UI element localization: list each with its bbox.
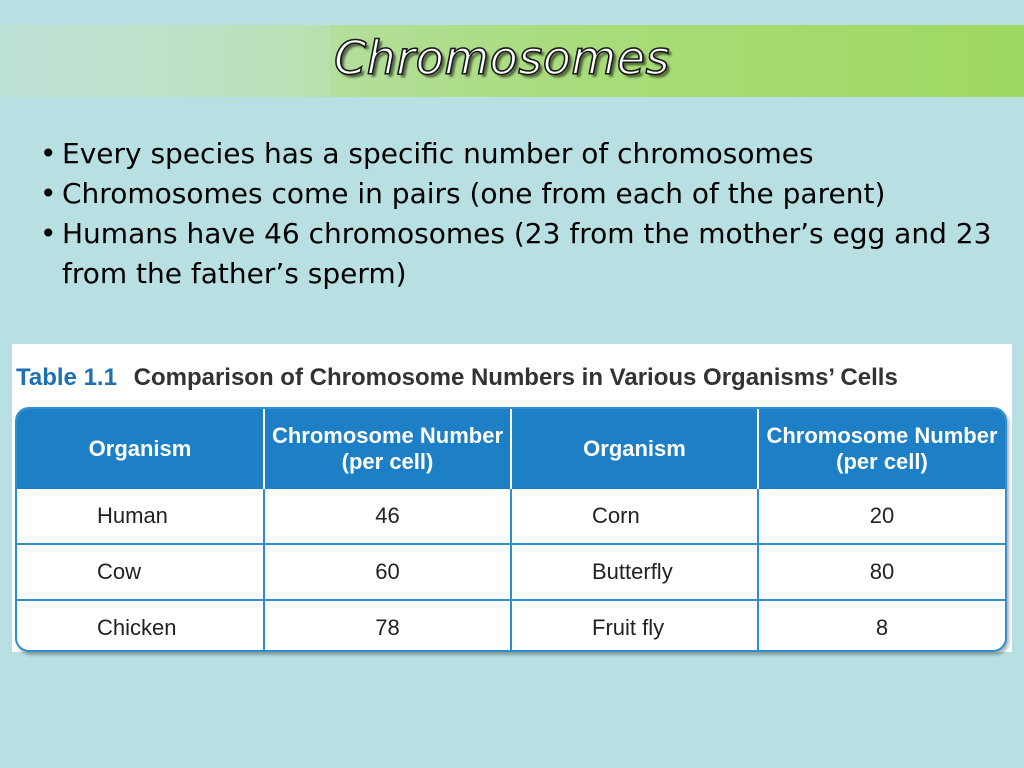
table-row: [17, 544, 1005, 600]
bullet-list: [40, 134, 1000, 294]
table-panel: [12, 344, 1012, 652]
table-row: [17, 600, 1005, 652]
organism-cell: Corn: [511, 489, 758, 544]
chromosome-table-frame: [15, 407, 1007, 652]
table-header-row: [17, 409, 1005, 489]
chromosome-count-cell: 8: [875, 615, 889, 640]
organism-cell: Chicken: [17, 600, 264, 652]
table-caption: [16, 364, 898, 392]
table-number: Table 1.1: [16, 364, 117, 391]
header-chromosome-number: Chromosome Number (per cell): [264, 409, 511, 489]
organism-cell: Butterfly: [511, 544, 758, 600]
chromosome-count-cell: 20: [758, 489, 1005, 544]
bullet-dot: •: [40, 217, 57, 250]
table-row: [17, 489, 1005, 544]
bullet-item: [40, 214, 992, 294]
organism-cell: Human: [17, 489, 264, 544]
chromosome-count-cell: 78: [264, 600, 511, 652]
organism-cell: Cow: [17, 544, 264, 600]
header-chromosome-number: Chromosome Number (per cell): [758, 409, 1005, 489]
chromosome-count-cell: 80: [758, 544, 1005, 600]
bullet-text: Every species has a specific number of chromosomes: [62, 137, 814, 170]
title-bar-glow: [0, 25, 330, 97]
bullet-text: Humans have 46 chromosomes (23 from the mother’s egg and 23 from the father’s sperm): [62, 217, 992, 290]
slide-title: Chromosomes: [334, 31, 670, 85]
bullet-text: Chromosomes come in pairs (one from each of the parent): [62, 177, 886, 210]
bullet-item: [40, 174, 1000, 214]
chromosome-count-cell: 60: [264, 544, 511, 600]
chromosome-count-cell: 46: [264, 489, 511, 544]
bullet-dot: •: [40, 177, 57, 210]
table-caption-text: Comparison of Chromosome Numbers in Various Organisms’ Cells: [133, 364, 898, 391]
header-organism: Organism: [17, 409, 264, 489]
bullet-dot: •: [40, 137, 57, 170]
bullet-item: [40, 134, 1000, 174]
organism-cell: Fruit fly: [511, 600, 758, 652]
chromosome-table: [17, 409, 1005, 652]
header-organism: Organism: [511, 409, 758, 489]
